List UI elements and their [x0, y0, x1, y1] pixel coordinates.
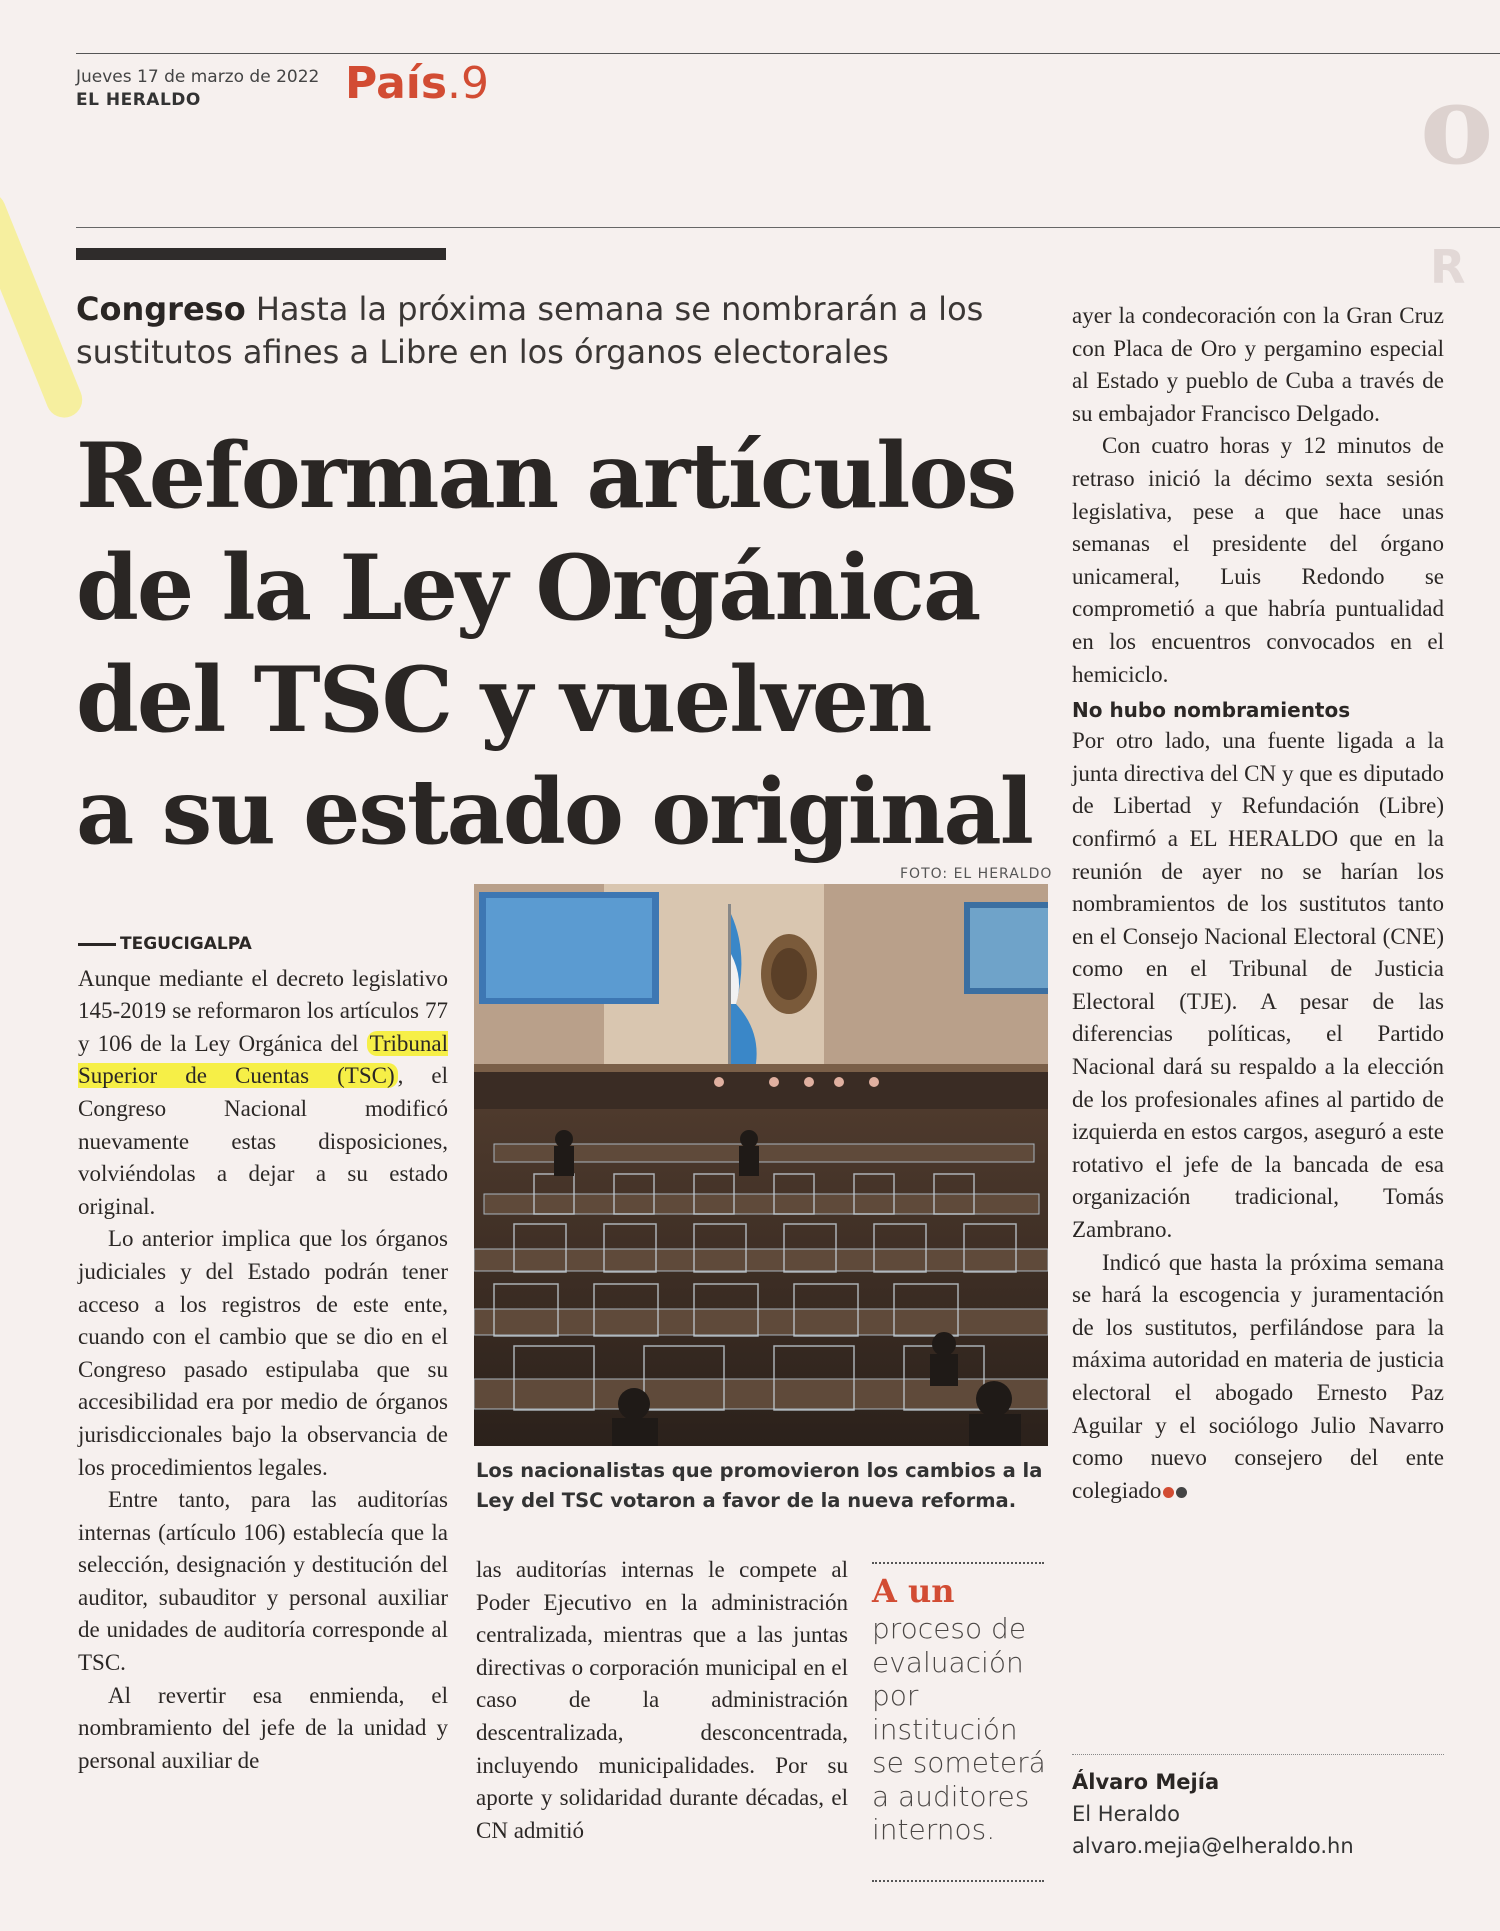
- highlighted-text: Tribunal Superior de Cuentas (TSC): [78, 1030, 448, 1089]
- byline: [1072, 1766, 1452, 1862]
- headline-line: Reforman artículos: [76, 423, 1016, 529]
- headline-line: a su estado original: [76, 759, 1032, 865]
- adjacent-page-bleed: o R: [1420, 60, 1494, 294]
- paragraph: las auditorías internas le compete al Poder Ejecutivo en la administración centralizada, mientras que a las juntas directivas o corporación municipal en el caso de la administración descentralizada, desconcentrada, incluyendo municipalidades. Por su aporte y solidaridad durante décadas, el CN admitió: [476, 1557, 848, 1843]
- article-column-1: [78, 928, 448, 1777]
- paragraph: Al revertir esa enmienda, el nombramiento del jefe de la unidad y personal auxiliar de: [78, 1682, 448, 1773]
- article-column-3: [1072, 300, 1444, 1507]
- paragraph: Por otro lado, una fuente ligada a la junta directiva del CN y que es diputado de Libertad y Refundación (Libre) confirmó a EL HERALDO que en la reunión de ayer no se harían los nombramientos de los sustitutos tanto en el Consejo Nacional Electoral (CNE) como en el Tribunal de Justicia Electoral (TJE). A pesar de las diferencias políticas, el Partido Nacional dará su respaldo a la elección de los profesionales afines al partido de izquierda en estos cargos, aseguró a este rotativo el jefe de la bancada de esa organización tradicional, Tomás Zambrano.: [1072, 728, 1444, 1243]
- author-organization: El Heraldo: [1072, 1802, 1181, 1826]
- end-mark-icon: [1163, 1487, 1174, 1498]
- pull-quote-rule: [872, 1880, 1044, 1882]
- issue-date: Jueves 17 de marzo de 2022: [76, 67, 320, 87]
- author-email[interactable]: alvaro.mejia@elheraldo.hn: [1072, 1834, 1354, 1858]
- page-number: .9: [447, 58, 490, 109]
- section-name: País: [345, 58, 448, 109]
- paragraph: Aunque mediante el decreto legislativo 145-2019 se reformaron los artículos 77 y 106 de la Ley Orgánica del Tribunal Superior de Cuentas (TSC) , el Congreso Nacional modificó nuevamente estas disposiciones, volviéndolas a dejar a su estado original.: [78, 965, 448, 1219]
- subheading: No hubo nombramientos: [1072, 698, 1351, 723]
- photo-credit: FOTO: EL HERALDO: [900, 866, 1053, 882]
- article-column-2: [476, 1554, 848, 1847]
- header-rule: [76, 53, 1500, 54]
- headline-line: del TSC y vuelven: [76, 647, 931, 753]
- story-bar: [76, 248, 446, 260]
- paragraph: Con cuatro horas y 12 minutos de retraso inició la décimo sexta sesión legislativa, pese a que hace unas semanas el presidente del órgano unicameral, Luis Redondo se comprometió a que habría puntualidad en los encuentros convocados en el hemiciclo.: [1072, 433, 1444, 687]
- paragraph: Indicó que hasta la próxima semana se hará la escogencia y juramentación de los sustitutos, perfilándose para la máxima autoridad en materia de justicia electoral el abogado Ernesto Paz Aguilar y el sociólogo Julio Navarro como nuevo consejero del ente colegiado: [1072, 1249, 1444, 1503]
- pull-quote-text: proceso de evaluación por institución se someterá a auditores internos.: [872, 1612, 1046, 1846]
- end-mark-icon: [1176, 1487, 1187, 1498]
- kicker-text: Hasta la próxima semana se nombrarán a los sustitutos afines a Libre en los órganos electorales: [76, 290, 984, 371]
- kicker-label: Congreso: [76, 290, 246, 328]
- kicker: [76, 288, 1056, 374]
- photo-caption: Los nacionalistas que promovieron los cambios a la Ley del TSC votaron a favor de la nueva reforma.: [476, 1459, 1043, 1512]
- section-rule: [76, 227, 1500, 228]
- section-label: [345, 58, 489, 109]
- highlighter-mark: [0, 187, 88, 423]
- congress-chamber-photo: [474, 884, 1048, 1446]
- pull-quote-rule: [872, 1562, 1044, 1564]
- headline-line: de la Ley Orgánica: [76, 535, 980, 641]
- author-name: Álvaro Mejía: [1072, 1770, 1220, 1794]
- dateline: TEGUCIGALPA: [78, 928, 448, 961]
- paragraph: ayer la condecoración con la Gran Cruz con Placa de Oro y pergamino especial al Estado y pueblo de Cuba a través de su embajador Francisco Delgado.: [1072, 303, 1444, 426]
- headline: [76, 420, 1056, 868]
- paragraph: Entre tanto, para las auditorías internas (artículo 106) establecía que la selección, designación y destitución del auditor, subauditor y personal auxiliar de unidades de auditoría corresponde al TSC.: [78, 1487, 448, 1676]
- paragraph: Lo anterior implica que los órganos judiciales y del Estado podrán tener acceso a los registros de este ente, cuando con el cambio que se dio en el Congreso pasado estipulaba que su accesibilidad era por medio de órganos jurisdiccionales bajo la observancia de los procedimientos legales.: [78, 1226, 448, 1480]
- newspaper-name: EL HERALDO: [76, 90, 201, 110]
- pull-quote-lead: A un: [872, 1572, 955, 1610]
